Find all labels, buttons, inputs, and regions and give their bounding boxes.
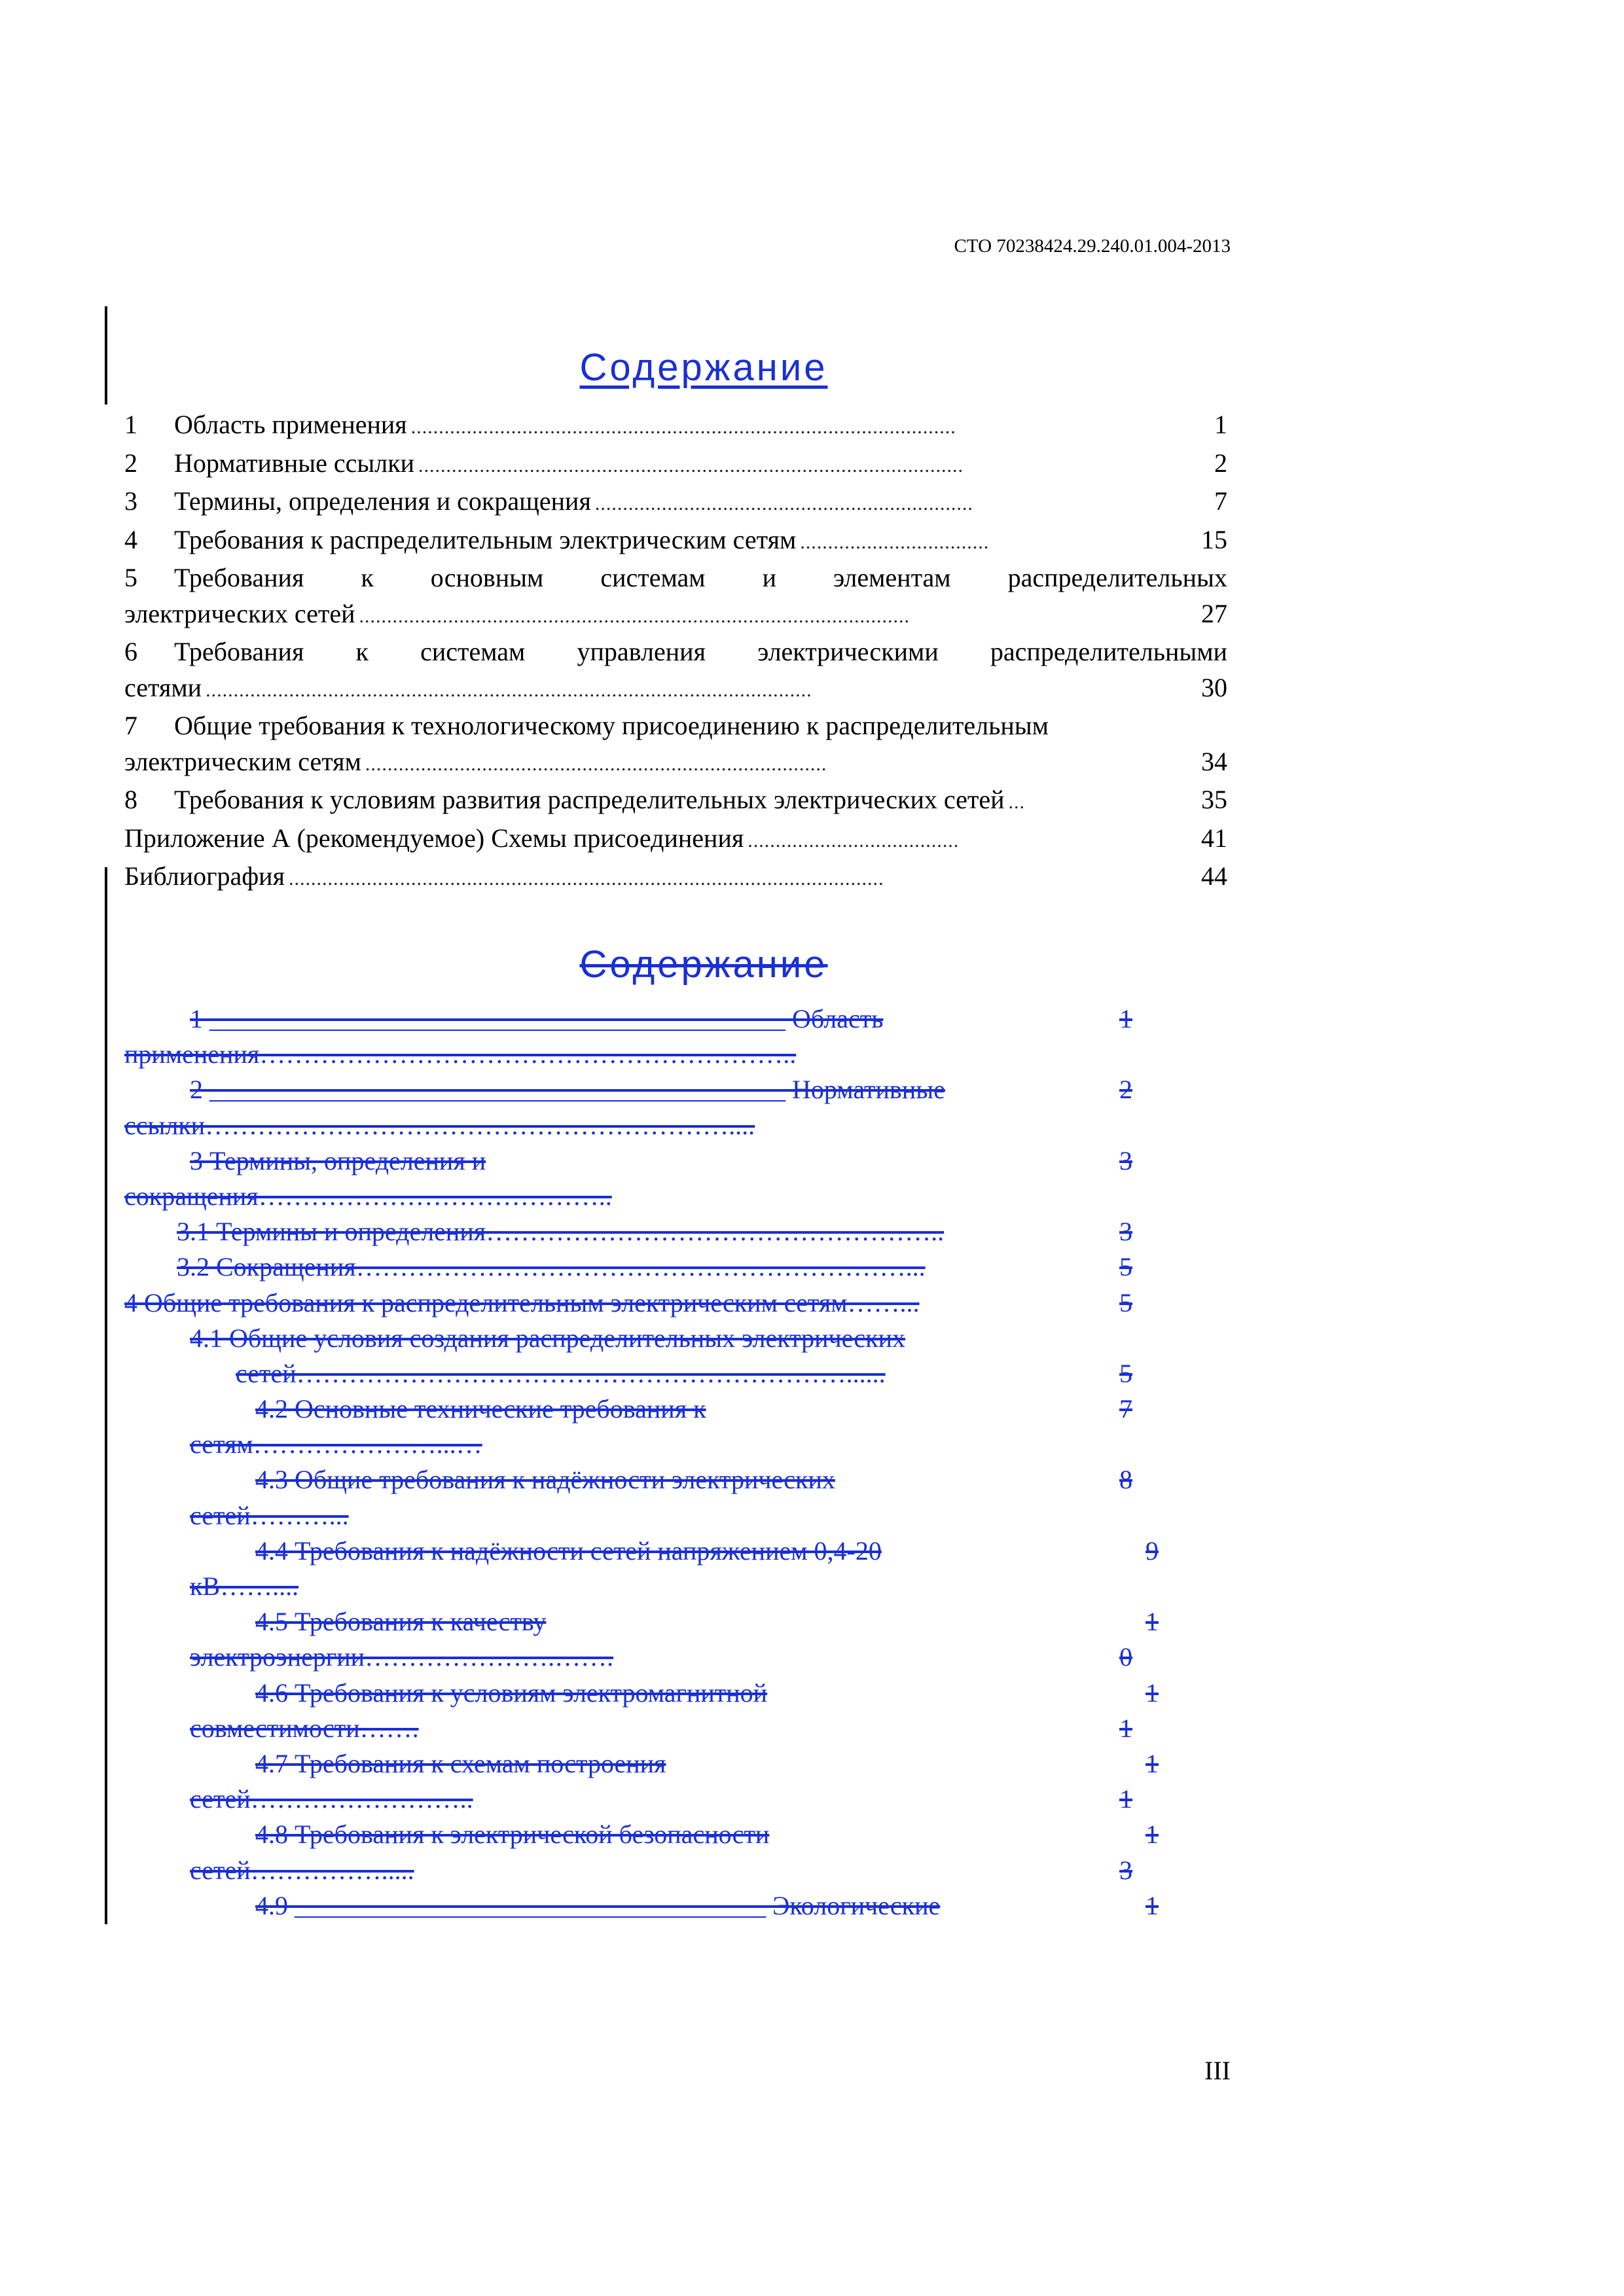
toc-word: элементам <box>833 563 951 592</box>
toc-leader-dots: .................................................................................................. <box>410 416 956 438</box>
deleted-toc-label: сетей……………..... <box>190 1855 414 1885</box>
deleted-toc-row <box>124 1746 1172 1782</box>
toc-leader-dots: ............................................................................................................. <box>206 679 812 701</box>
toc-word: к <box>355 637 369 666</box>
toc-entry-number: 7 <box>124 711 137 740</box>
deleted-toc-row <box>124 1143 1172 1179</box>
change-bar <box>105 306 107 404</box>
toc-word: Требования <box>174 637 304 666</box>
deleted-toc-page: 3 <box>1119 1217 1132 1247</box>
deleted-toc-row <box>124 1534 1172 1569</box>
deleted-toc-page: 3 <box>1119 1855 1132 1885</box>
toc-entry-page: 35 <box>1201 785 1227 814</box>
deleted-toc-label: 3.2 Сокращения………………………………………………………... <box>177 1252 926 1282</box>
deleted-toc-row <box>124 1604 1172 1640</box>
toc-entry-page: 30 <box>1201 672 1227 702</box>
deleted-toc-row <box>124 1391 1172 1427</box>
deleted-toc-label: сетей………………………………………………………...... <box>236 1358 886 1388</box>
deleted-toc-row <box>124 1285 1172 1321</box>
toc-leader-dots: ........................................................................................................... <box>288 868 884 889</box>
toc-entry[interactable] <box>124 484 1227 522</box>
toc-entry[interactable] <box>124 821 1227 859</box>
toc-entry-label <box>174 634 1227 670</box>
deleted-toc-label: 4.2 Основные технические требования к <box>255 1394 706 1424</box>
deleted-toc-label: кВ…….... <box>190 1571 299 1601</box>
toc-title: Содержание <box>579 346 828 389</box>
toc-entry[interactable] <box>124 522 1227 561</box>
toc-entry-number: 5 <box>124 563 137 592</box>
toc-entry-label: сетями <box>124 672 202 702</box>
toc-entry-label: Общие требования к технологическому присоединению к распределительным <box>174 711 1049 740</box>
deleted-toc-page: 5 <box>1119 1358 1132 1388</box>
toc-entry-label: электрических сетей <box>124 598 355 628</box>
toc-entry-label: Требования к распределительным электрическим сетям <box>174 524 797 554</box>
deleted-toc-row <box>124 1569 1172 1604</box>
deleted-toc-page: 5 <box>1119 1252 1132 1282</box>
toc-entry-label: Требования к условиям развития распределительных электрических сетей <box>174 785 1005 814</box>
deleted-toc-page: 1 <box>1119 1713 1132 1743</box>
toc-entry-number: 2 <box>124 448 137 478</box>
toc-entry-page: 15 <box>1201 524 1227 554</box>
toc-leader-dots: .................................................................................................. <box>418 454 964 476</box>
deleted-toc-row <box>124 1888 1172 1924</box>
deleted-toc-label: электроэнергии………………….……. <box>190 1642 614 1672</box>
deleted-toc-page: 7 <box>1119 1394 1132 1424</box>
toc-word: распределительными <box>990 637 1227 666</box>
deleted-toc-row <box>124 1853 1172 1888</box>
deleted-toc-label: 3 Термины, определения и <box>190 1145 486 1175</box>
deleted-toc-label: сетей………... <box>190 1500 349 1530</box>
deleted-toc-page: 1 <box>1146 1748 1159 1778</box>
deleted-toc-row <box>124 1001 1172 1037</box>
toc-entry-page: 41 <box>1201 823 1227 853</box>
deleted-toc-page: 8 <box>1119 1465 1132 1495</box>
deleted-toc-page: 1 <box>1146 1677 1159 1708</box>
deleted-toc-row <box>124 1356 1172 1391</box>
deleted-toc-page: 9 <box>1146 1535 1159 1566</box>
deleted-toc-row <box>124 1498 1172 1534</box>
toc-entry[interactable] <box>124 634 1227 708</box>
deleted-toc-label: ссылки…………………………………………………….... <box>124 1110 755 1140</box>
toc-word: Требования <box>174 563 304 592</box>
deleted-toc-label: 4.4 Требования к надёжности сетей напряжением 0,4-20 <box>255 1535 882 1566</box>
deleted-toc-row <box>124 1108 1172 1143</box>
toc-entry-page: 44 <box>1201 861 1227 891</box>
deleted-toc-label: совместимости……. <box>190 1713 419 1743</box>
toc-leader-dots: ... <box>1008 791 1025 813</box>
deleted-toc-page: 3 <box>1119 1145 1132 1175</box>
toc-entry[interactable] <box>124 859 1227 897</box>
toc-word: системам <box>420 637 526 666</box>
toc-entry[interactable] <box>124 708 1227 782</box>
deleted-toc-label: 4.8 Требования к электрической безопасности <box>255 1820 770 1850</box>
toc-entry-label: электрическим сетям <box>124 746 361 776</box>
deleted-toc-label: 4.3 Общие требования к надёжности электрических <box>255 1465 835 1495</box>
toc-word: системам <box>600 563 706 592</box>
toc-word: к <box>361 563 374 592</box>
change-bar <box>105 867 107 1924</box>
deleted-toc-label: 1 ____________________________________________ Область <box>190 1004 884 1033</box>
toc-entry-label: Библиография <box>124 861 285 891</box>
toc-entry-label: Приложение А (рекомендуемое) Схемы присоединения <box>124 823 744 853</box>
deleted-table-of-contents <box>124 1001 1172 1924</box>
deleted-toc-row <box>124 1427 1172 1462</box>
deleted-toc-label: 2 ____________________________________________ Нормативные <box>190 1075 945 1105</box>
deleted-toc-page: 1 <box>1146 1820 1159 1850</box>
deleted-toc-row <box>124 1249 1172 1285</box>
toc-entry-label: Термины, определения и сокращения <box>174 486 591 516</box>
deleted-toc-label: 4.1 Общие условия создания распределительных электрических <box>190 1323 905 1353</box>
toc-entry[interactable] <box>124 560 1227 634</box>
toc-entry-page: 7 <box>1214 486 1227 516</box>
deleted-toc-label: 3.1 Термины и определения…………………………………………….. <box>177 1217 945 1247</box>
deleted-toc-row <box>124 1462 1172 1498</box>
deleted-toc-label: 4.5 Требования к качеству <box>255 1607 547 1637</box>
deleted-toc-row <box>124 1321 1172 1356</box>
toc-entry-label: Нормативные ссылки <box>174 448 415 478</box>
toc-leader-dots: .................................. <box>800 531 990 553</box>
deleted-toc-page: 2 <box>1119 1075 1132 1105</box>
deleted-toc-row <box>124 1817 1172 1852</box>
deleted-toc-row <box>124 1214 1172 1249</box>
toc-entry-number: 1 <box>124 410 137 439</box>
deleted-toc-row <box>124 1072 1172 1107</box>
toc-leader-dots: ................................................................................................... <box>359 605 911 627</box>
toc-word: электрическими <box>757 637 939 666</box>
deleted-toc-page: 5 <box>1119 1287 1132 1318</box>
deleted-toc-row <box>124 1782 1172 1817</box>
page-number: III <box>1204 2056 1231 2085</box>
deleted-toc-label: 4.9 ____________________________________ Экологические <box>255 1890 941 1920</box>
deleted-toc-page: 1 <box>1119 1004 1132 1033</box>
table-of-contents <box>124 407 1227 897</box>
deleted-toc-title: Содержание <box>579 943 828 986</box>
deleted-toc-label: применения…………………………………………………….. <box>124 1039 797 1069</box>
toc-entry-number: 8 <box>124 785 137 814</box>
toc-entry-label <box>174 560 1227 596</box>
deleted-toc-label: 4 Общие требования к распределительным электрическим сетям……... <box>124 1287 920 1318</box>
toc-entry-page: 34 <box>1201 746 1227 776</box>
toc-leader-dots: ................................................................................... <box>365 753 827 775</box>
toc-entry-number: 4 <box>124 524 137 554</box>
deleted-toc-label: сокращения………………………………….. <box>124 1181 612 1211</box>
document-id: СТО 70238424.29.240.01.004-2013 <box>954 236 1231 257</box>
toc-entry-page: 1 <box>1214 410 1227 439</box>
toc-entry-page: 27 <box>1201 598 1227 628</box>
deleted-toc-page: 1 <box>1119 1784 1132 1814</box>
toc-entry-label: Область применения <box>174 410 407 439</box>
deleted-toc-label: сетей…………………….. <box>190 1784 473 1814</box>
deleted-toc-page: 0 <box>1119 1642 1132 1672</box>
toc-entry-number: 6 <box>124 637 137 666</box>
deleted-toc-row <box>124 1640 1172 1675</box>
toc-entry-number: 3 <box>124 486 137 516</box>
deleted-toc-label: 4.7 Требования к схемам построения <box>255 1748 666 1778</box>
toc-entry-page: 2 <box>1214 448 1227 478</box>
toc-word: управления <box>577 637 706 666</box>
deleted-toc-page: 1 <box>1146 1607 1159 1637</box>
toc-word: и <box>762 563 776 592</box>
toc-entry[interactable] <box>124 446 1227 484</box>
toc-word: распределительных <box>1007 563 1227 592</box>
toc-word: основным <box>430 563 544 592</box>
toc-leader-dots: .................................................................... <box>594 493 973 514</box>
deleted-toc-row <box>124 1037 1172 1072</box>
deleted-toc-label: сетям…………………...… <box>190 1429 482 1460</box>
toc-entry[interactable] <box>124 407 1227 446</box>
toc-leader-dots: ...................................... <box>748 829 960 852</box>
deleted-toc-row <box>124 1179 1172 1214</box>
deleted-toc-label: 4.6 Требования к условиям электромагнитной <box>255 1677 768 1708</box>
deleted-toc-row <box>124 1711 1172 1746</box>
deleted-toc-row <box>124 1676 1172 1711</box>
toc-entry[interactable] <box>124 782 1227 821</box>
deleted-toc-page: 1 <box>1146 1890 1159 1920</box>
